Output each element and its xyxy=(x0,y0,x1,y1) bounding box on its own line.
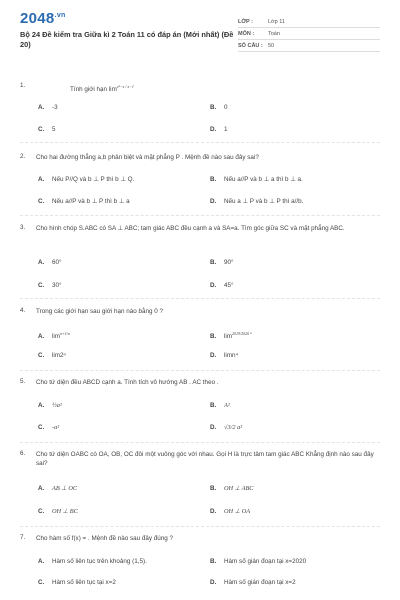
question-divider xyxy=(20,142,380,143)
option-1b[interactable]: B. 0 xyxy=(210,104,228,111)
question-text: Cho tứ diện OABC có OA, OB, OC đôi một vuông góc với nhau. Gọi H là trực tâm tam giác ABC Khẳng định nào sau đây sai? xyxy=(36,451,374,467)
fraction-icon: n+1/n xyxy=(60,331,70,336)
option-2a[interactable]: A. Nếu P//Q và b ⊥ P thì b ⊥ Q. xyxy=(38,176,135,183)
meta-row-class xyxy=(238,16,380,28)
question-text: Cho tứ diện đều ABCD cạnh a. Tính tích vô hướng AB . AC theo . xyxy=(36,379,219,386)
question-text: Cho hàm số f(x) = . Mệnh đề nào sau đây đúng ? xyxy=(36,535,174,542)
option-2d[interactable]: D. Nếu a ⊥ P và b ⊥ P thì a//b. xyxy=(210,198,304,205)
brand-suffix: .vn xyxy=(54,12,66,19)
question-text: Trong các giới hạn sau giới hạn nào bằng 0 ? xyxy=(36,308,164,315)
option-7c[interactable]: C. Hàm số liên tục tại x=2 xyxy=(38,579,116,586)
option-7a[interactable]: A. Hàm số liên tục trên khoảng (1,5). xyxy=(38,558,147,565)
option-1c[interactable]: C. 5 xyxy=(38,126,56,133)
question-divider xyxy=(20,298,380,299)
question-number: 3. xyxy=(20,224,26,231)
question-number: 4. xyxy=(20,307,26,314)
option-7d[interactable]: D. Hàm số gián đoạn tại x=2 xyxy=(210,579,296,586)
question-divider xyxy=(20,526,380,527)
question-divider xyxy=(20,442,380,443)
option-2b[interactable]: B. Nếu a//P và b ⊥ a thì b ⊥ a. xyxy=(210,176,303,183)
option-4a[interactable]: A. $\lim^{n+1/n}$ xyxy=(38,331,70,341)
option-5b[interactable]: B. A² xyxy=(210,402,230,409)
option-5c[interactable]: C. -a² xyxy=(38,424,60,431)
meta-row-count xyxy=(238,40,380,52)
question-text: Tính giới hạn $\lim^{x^2-x / x-1}$ xyxy=(70,84,134,94)
option-1a[interactable]: A. -3 xyxy=(38,104,58,111)
meta-key: MÔN : xyxy=(238,30,255,37)
option-6d[interactable]: D. OH ⊥ OA xyxy=(210,508,251,515)
option-5a[interactable]: A. ½a² xyxy=(38,402,62,409)
header xyxy=(20,10,380,52)
option-3a[interactable]: A. 60° xyxy=(38,259,62,266)
question-number: 6. xyxy=(20,450,26,457)
option-4c[interactable]: C. lim2ⁿ xyxy=(38,352,66,359)
option-4b[interactable]: B. $\lim^{2019/2020 ^n}$ xyxy=(210,331,252,341)
option-2c[interactable]: C. Nếu a//P và b ⊥ P thì b ⊥ a xyxy=(38,198,130,205)
question-divider xyxy=(20,370,380,371)
question-number: 7. xyxy=(20,534,26,541)
meta-key: LỚP : xyxy=(238,18,253,25)
meta-value: Toán xyxy=(268,30,280,37)
limit-expression-icon: x²−x / x−1 xyxy=(116,84,134,89)
option-3d[interactable]: D. 45° xyxy=(210,282,234,289)
option-6a[interactable]: A. AB ⊥ OC xyxy=(38,485,78,492)
header-left xyxy=(20,10,235,52)
question-number: 2. xyxy=(20,153,26,160)
option-3c[interactable]: C. 30° xyxy=(38,282,62,289)
meta-key: SỐ CÂU : xyxy=(238,42,263,49)
meta-table xyxy=(238,16,380,52)
question-text: Cho hai đường thẳng a,b phân biệt và mặt phẳng P . Mệnh đề nào sau đây sai? xyxy=(36,154,259,161)
question-number: 1. xyxy=(20,82,26,89)
question-number: 5. xyxy=(20,378,26,385)
question-text: Cho hình chóp S.ABC có SA ⊥ ABC; tam giác ABC đều cạnh a và SA=a. Tìm góc giữa SC và mặt phẳng ABC. xyxy=(36,225,345,232)
brand-name: 2048 xyxy=(20,10,55,27)
option-1d[interactable]: D. 1 xyxy=(210,126,228,133)
option-3b[interactable]: B. 90° xyxy=(210,259,234,266)
option-7b[interactable]: B. Hàm số gián đoạn tại x=2020 xyxy=(210,558,307,565)
fraction-icon: 2019/2020 ⁿ xyxy=(232,331,252,336)
meta-value: 50 xyxy=(268,42,275,49)
meta-value: Lớp 11 xyxy=(268,18,285,25)
option-6b[interactable]: B. OH ⊥ ABC xyxy=(210,485,254,492)
question-divider xyxy=(20,215,380,216)
option-4d[interactable]: D. limn⁴ xyxy=(210,352,239,359)
option-6c[interactable]: C. OH ⊥ BC xyxy=(38,508,78,515)
brand-logo[interactable] xyxy=(20,10,235,27)
meta-row-subject xyxy=(238,28,380,40)
page-title: Bộ 24 Đề kiểm tra Giữa kì 2 Toán 11 có đáp án (Mới nhất) (Đề 20) xyxy=(20,30,234,49)
option-5d[interactable]: D. √3/2 a² xyxy=(210,424,243,431)
